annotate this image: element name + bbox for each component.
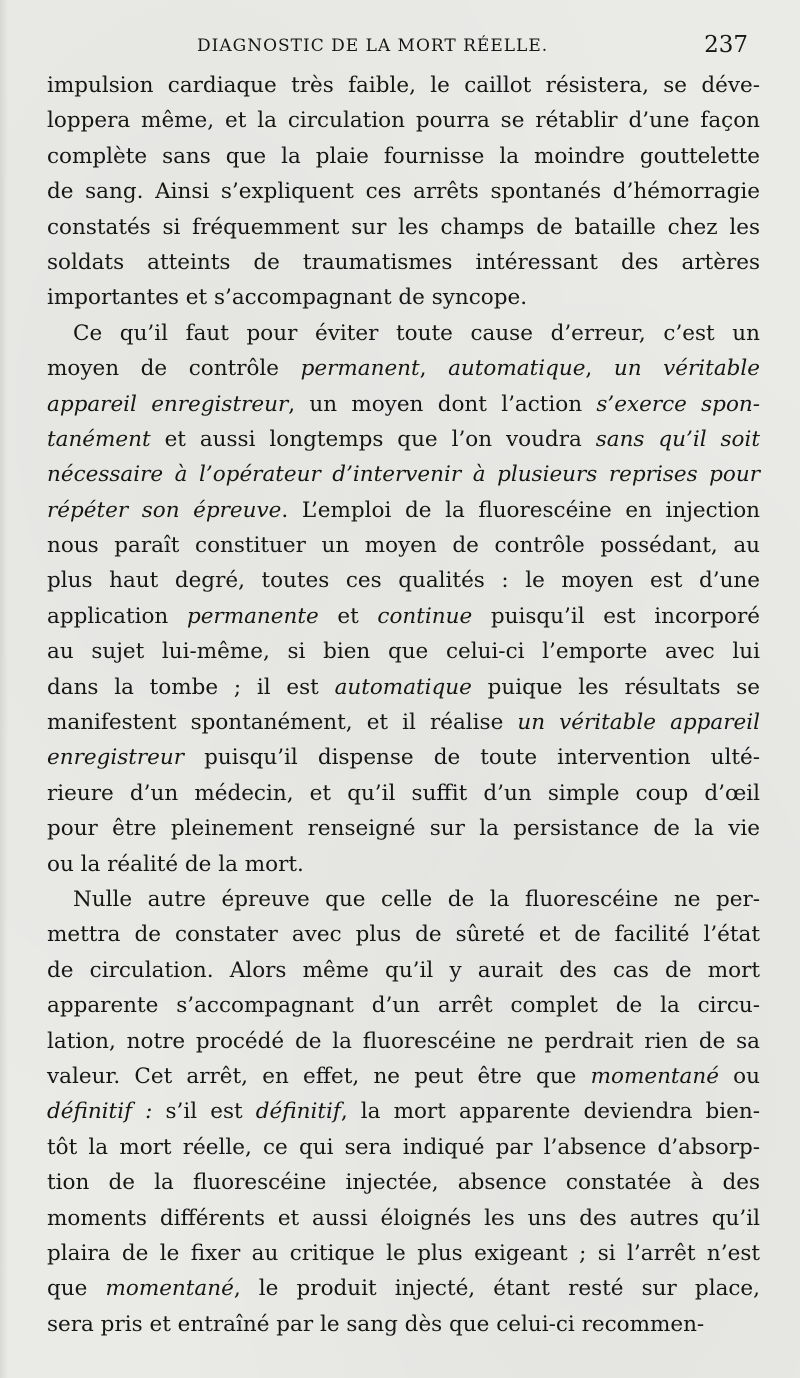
text-run: rieure d’un médecin, et qu’il suffit d’un simple coup d’œil bbox=[47, 780, 760, 806]
text-line bbox=[47, 68, 760, 103]
text-run: , bbox=[585, 356, 614, 382]
text-run: valeur. Cet arrêt, en effet, ne peut être que bbox=[47, 1063, 591, 1089]
text-line bbox=[47, 457, 760, 492]
italic-run: nécessaire à l’opérateur d’intervenir à plusieurs reprises pour bbox=[47, 462, 760, 488]
text-run: mettra de constater avec plus de sûreté et de facilité l’état bbox=[47, 922, 760, 948]
italic-run: enregistreur bbox=[47, 745, 185, 771]
italic-run: s’exerce spon- bbox=[596, 391, 761, 417]
italic-run: momentané bbox=[105, 1276, 234, 1302]
italic-run: définitif bbox=[255, 1099, 341, 1125]
italic-run: sans qu’il soit bbox=[595, 426, 760, 452]
paragraph bbox=[47, 882, 760, 1342]
text-line bbox=[47, 634, 760, 669]
text-run: impulsion cardiaque très faible, le caillot résistera, se déve- bbox=[47, 73, 760, 98]
text-run: loppera même, et la circulation pourra se rétablir d’une façon bbox=[47, 108, 760, 134]
text-line bbox=[47, 563, 760, 598]
italic-run: appareil enregistreur bbox=[47, 391, 289, 417]
text-line bbox=[47, 1094, 760, 1129]
text-line bbox=[47, 210, 760, 245]
paragraph bbox=[47, 316, 760, 882]
text-run: puisqu’il est incorporé bbox=[472, 603, 760, 629]
italic-run: automatique bbox=[448, 356, 586, 382]
text-run: de circulation. Alors même qu’il y aurait des cas de mort bbox=[47, 957, 760, 983]
text-run: ou bbox=[718, 1063, 760, 1089]
text-line bbox=[47, 740, 760, 775]
text-line bbox=[47, 882, 760, 917]
text-run: ou la réalité de la mort. bbox=[47, 851, 304, 877]
text-run: au sujet lui-même, si bien que celui-ci l’emporte avec lui bbox=[47, 639, 760, 665]
text-line bbox=[47, 528, 760, 563]
text-line bbox=[47, 917, 760, 952]
text-line bbox=[47, 139, 760, 174]
text-line bbox=[47, 1201, 760, 1236]
text-run: moments différents et aussi éloignés les uns des autres qu’il bbox=[47, 1205, 760, 1231]
text-run: tôt la mort réelle, ce qui sera indiqué par l’absence d’absorp- bbox=[47, 1134, 760, 1160]
text-run: manifestent spontanément, et il réalise bbox=[47, 710, 518, 736]
text-line bbox=[47, 1024, 760, 1059]
text-run: Ce qu’il faut pour éviter toute cause d’erreur, c’est un bbox=[73, 320, 760, 346]
text-line bbox=[47, 316, 760, 351]
text-line bbox=[47, 1130, 760, 1165]
text-line bbox=[47, 422, 760, 457]
text-run: plus haut degré, toutes ces qualités : le moyen est d’une bbox=[47, 568, 760, 594]
italic-run: continue bbox=[377, 603, 473, 629]
text-run: plaira de le fixer au critique le plus exigeant ; si l’arrêt n’est bbox=[47, 1240, 760, 1266]
text-run: et bbox=[318, 603, 378, 629]
text-line bbox=[47, 988, 760, 1023]
italic-run: tanément bbox=[47, 426, 151, 452]
italic-run: un véritable bbox=[613, 356, 760, 382]
text-line bbox=[47, 599, 760, 634]
text-run: , un moyen dont l’action bbox=[288, 391, 597, 417]
text-run: tion de la fluorescéine injectée, absence constatée à des bbox=[47, 1170, 760, 1196]
text-run: apparente s’accompagnant d’un arrêt complet de la circu- bbox=[47, 993, 760, 1019]
text-run: que bbox=[47, 1276, 106, 1302]
italic-run: permanent bbox=[300, 356, 420, 382]
text-run: application bbox=[47, 603, 187, 629]
text-run: . L’emploi de la fluorescéine en injection bbox=[281, 497, 761, 523]
italic-run: permanente bbox=[186, 603, 319, 629]
text-run: et aussi longtemps que l’on voudra bbox=[150, 426, 596, 452]
text-run: , le produit injecté, étant resté sur place, bbox=[233, 1276, 760, 1302]
text-run: , la mort apparente deviendra bien- bbox=[340, 1099, 760, 1125]
italic-run: répéter son épreuve bbox=[47, 497, 282, 523]
text-line bbox=[47, 1271, 760, 1306]
running-title: DIAGNOSTIC DE LA MORT RÉELLE. bbox=[197, 36, 549, 56]
text-run: constatés si fréquemment sur les champs de bataille chez les bbox=[47, 214, 760, 240]
text-line bbox=[47, 1059, 760, 1094]
text-run: importantes et s’accompagnant de syncope. bbox=[47, 285, 528, 311]
text-run: nous paraît constituer un moyen de contrôle possédant, au bbox=[47, 533, 760, 559]
text-run: de sang. Ainsi s’expliquent ces arrêts spontanés d’hémorragie bbox=[47, 179, 760, 205]
text-line bbox=[47, 1236, 760, 1271]
italic-run: automatique bbox=[334, 674, 472, 700]
text-run: s’il est bbox=[152, 1099, 256, 1125]
text-run: , bbox=[419, 356, 449, 382]
text-run: moyen de contrôle bbox=[47, 356, 301, 382]
text-line bbox=[47, 847, 760, 882]
italic-run: momentané bbox=[590, 1063, 719, 1089]
text-line bbox=[47, 174, 760, 209]
text-run: lation, notre procédé de la fluorescéine ne perdrait rien de sa bbox=[47, 1028, 760, 1054]
text-line bbox=[47, 776, 760, 811]
text-line bbox=[47, 953, 760, 988]
italic-run: un véritable appareil bbox=[517, 710, 760, 736]
body-text bbox=[47, 68, 760, 1342]
running-head bbox=[47, 34, 760, 68]
text-run: sera pris et entraîné par le sang dès que celui-ci recommen- bbox=[47, 1311, 705, 1337]
text-run: soldats atteints de traumatismes intéressant des artères bbox=[47, 249, 760, 275]
text-line bbox=[47, 1165, 760, 1200]
text-line bbox=[47, 493, 760, 528]
text-line bbox=[47, 705, 760, 740]
text-line bbox=[47, 811, 760, 846]
page-number: 237 bbox=[704, 32, 748, 58]
text-line bbox=[47, 103, 760, 138]
text-line bbox=[47, 280, 760, 315]
text-run: puique les résultats se bbox=[471, 674, 761, 700]
text-line bbox=[47, 387, 760, 422]
italic-run: définitif : bbox=[47, 1099, 153, 1125]
paragraph bbox=[47, 68, 760, 316]
text-line bbox=[47, 351, 760, 386]
text-run: dans la tombe ; il est bbox=[47, 674, 335, 700]
text-line bbox=[47, 245, 760, 280]
text-run: puisqu’il dispense de toute intervention ulté- bbox=[184, 745, 760, 771]
text-run: pour être pleinement renseigné sur la persistance de la vie bbox=[47, 816, 760, 842]
text-run: Nulle autre épreuve que celle de la fluorescéine ne per- bbox=[73, 886, 760, 912]
text-line bbox=[47, 670, 760, 705]
text-run: complète sans que la plaie fournisse la moindre gouttelette bbox=[47, 143, 760, 169]
text-line bbox=[47, 1307, 760, 1342]
